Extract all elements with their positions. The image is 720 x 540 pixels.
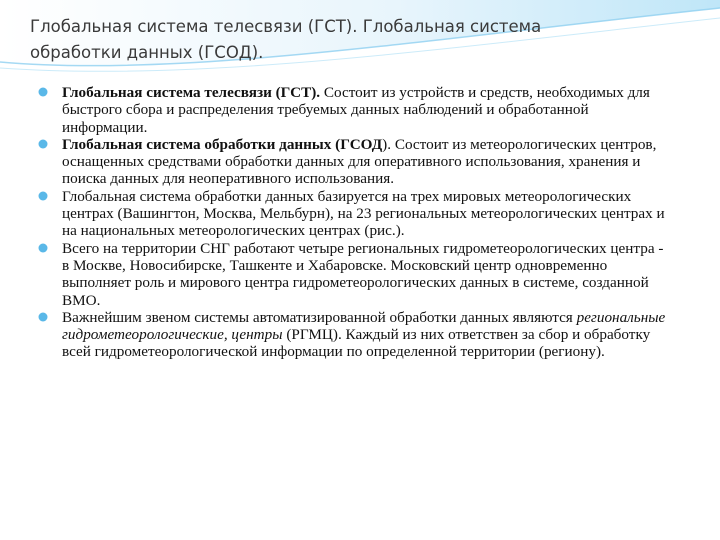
list-item — [38, 84, 668, 136]
bullet-italic-term: региональные гидрометеорологические, центры — [62, 308, 666, 344]
slide-title: Глобальная система телесвязи (ГСТ). Глобальная система обработки данных (ГСОД). — [30, 17, 542, 62]
list-item — [38, 188, 668, 240]
bullet-text: Всего на территории СНГ работают четыре региональных гидрометеорологических центра - в Москве, Новосибирске, Ташкенте и Хабаровске. Московский центр одновременно выполняет роль и мирового центра гидрометеорологических данных в системе, созданной ВМО. — [62, 239, 664, 309]
bullet-text: (РГМЦ). Каждый из них ответствен за сбор и обработку всей гидрометеорологической информации по определенной территории (региону). — [62, 326, 651, 361]
bullet-text: Важнейшим звеном системы автоматизированной обработки данных являются — [62, 308, 577, 326]
bullet-marker-icon — [38, 191, 48, 201]
bullet-marker-icon — [38, 139, 48, 149]
bullet-bold-term: ГСОД — [340, 135, 383, 153]
list-item — [38, 309, 668, 361]
bullet-bold-term: Глобальная система телесвязи (ГСТ). — [62, 84, 321, 101]
bullet-marker-icon — [38, 312, 48, 322]
bullet-list — [38, 84, 668, 361]
list-item — [38, 136, 668, 188]
bullet-marker-icon — [38, 243, 48, 253]
bullet-text: ). Состоит из метеорологических центров, оснащенных средствами обработки данных для оперативного использования, хранения и поиска данных для неоперативного использования. — [62, 135, 657, 188]
bullet-bold-term: Глобальная система — [62, 135, 205, 153]
bullet-text: Состоит из устройств и средств, необходимых для быстрого сбора и распределения требуемых данных наблюдений и обработанной информации. — [62, 84, 650, 136]
bullet-text: Глобальная система обработки данных базируется на трех мировых метеорологических центрах (Вашингтон, Москва, Мельбурн), на 23 региональных метеорологических центрах и на национальных метеорологических центрах (рис.). — [62, 187, 665, 240]
list-item — [38, 240, 668, 309]
bullet-bold-term: данных ( — [275, 135, 341, 153]
bullet-marker-icon — [38, 87, 48, 97]
bullet-bold-term: обработки — [204, 135, 276, 153]
